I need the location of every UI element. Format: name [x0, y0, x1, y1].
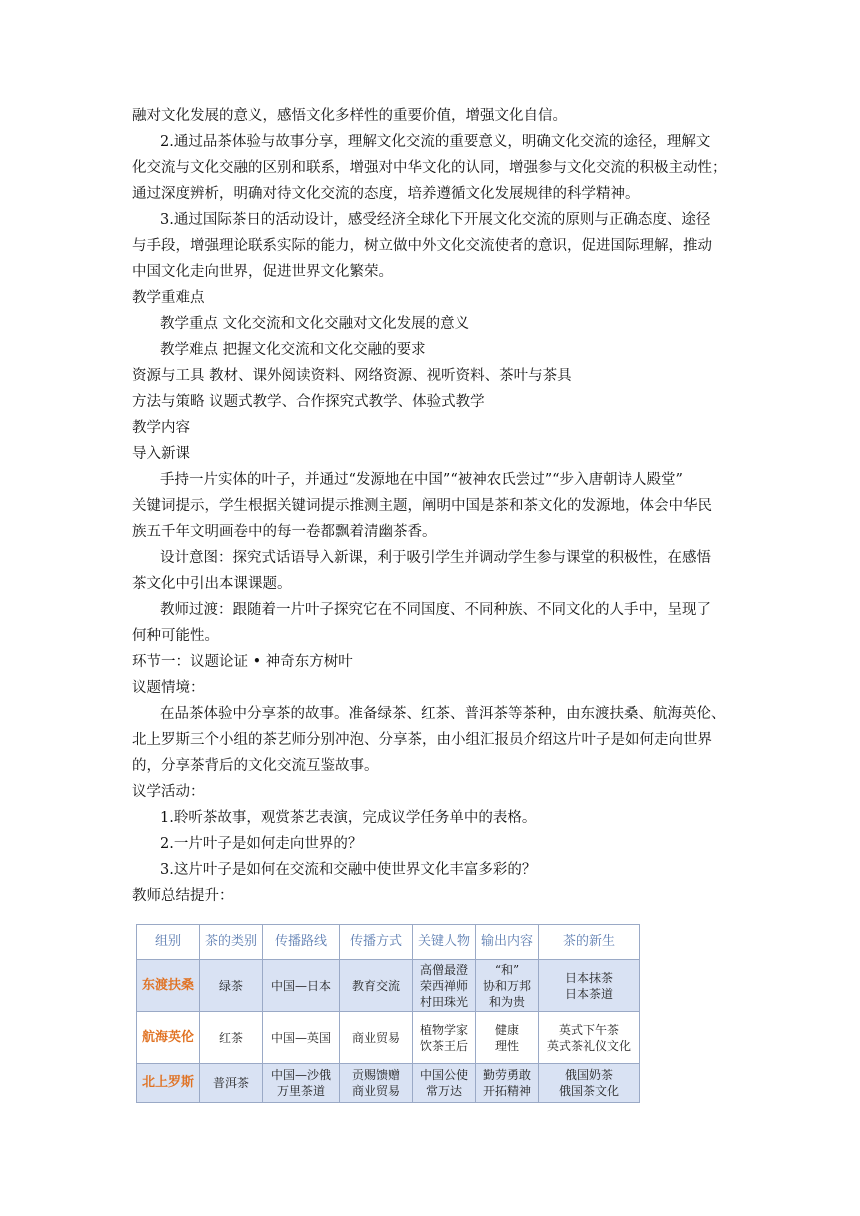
methods-and-strategies: 方法与策略 议题式教学、合作探究式教学、体验式教学 [132, 394, 485, 410]
cell-rebirth: 日本抹茶 日本茶道 [539, 960, 640, 1012]
cell-tea: 红茶 [200, 1012, 263, 1064]
header-output: 输出内容 [476, 925, 539, 960]
objective-3-line-1: 3.通过国际茶日的活动设计，感受经济全球化下开展文化交流的原则与正确态度、途径 [160, 212, 711, 228]
heading-key-points: 教学重难点 [132, 290, 205, 306]
heading-activities: 议学活动： [132, 784, 205, 800]
cell-group: 东渡扶桑 [137, 960, 200, 1012]
cell-rebirth: 英式下午茶 英式茶礼仪文化 [539, 1012, 640, 1064]
header-tea-type: 茶的类别 [200, 925, 263, 960]
heading-scenario: 议题情境： [132, 680, 205, 696]
table-row [137, 960, 640, 1012]
cell-group: 北上罗斯 [137, 1064, 200, 1103]
table-row [137, 1064, 640, 1103]
intro-line-3: 族五千年文明画卷中的每一卷都飘着清幽茶香。 [132, 524, 437, 540]
cell-method: 商业贸易 [340, 1012, 413, 1064]
cell-people: 中国公使 常万达 [413, 1064, 476, 1103]
cell-tea: 绿茶 [200, 960, 263, 1012]
intro-line-2: 关键词提示，学生根据关键词提示推测主题，阐明中国是茶和茶文化的发源地，体会中华民 [132, 498, 712, 514]
table-row [137, 1012, 640, 1064]
heading-teacher-summary: 教师总结提升： [132, 888, 234, 904]
cell-people: 植物学家 饮茶王后 [413, 1012, 476, 1064]
objective-3-line-3: 中国文化走向世界，促进世界文化繁荣。 [132, 264, 393, 280]
scenario-line-1: 在品茶体验中分享茶的故事。准备绿茶、红茶、普洱茶等茶种，由东渡扶桑、航海英伦、 [160, 706, 726, 722]
key-point: 教学重点 文化交流和文化交融对文化发展的意义 [160, 316, 470, 332]
cell-route: 中国—日本 [263, 960, 340, 1012]
header-method: 传播方式 [340, 925, 413, 960]
objective-2-line-2: 化交流与文化交融的区别和联系，增强对中华文化的认同，增强参与文化交流的积极主动性； [132, 160, 727, 176]
tea-spread-table [136, 924, 640, 1103]
cell-method: 教育交流 [340, 960, 413, 1012]
scenario-line-2: 北上罗斯三个小组的茶艺师分别冲泡、分享茶，由小组汇报员介绍这片叶子是如何走向世界 [132, 732, 712, 748]
cell-tea: 普洱茶 [200, 1064, 263, 1103]
cell-rebirth: 俄国奶茶 俄国茶文化 [539, 1064, 640, 1103]
objective-3-line-2: 与手段，增强理论联系实际的能力，树立做中外文化交流使者的意识，促进国际理解，推动 [132, 238, 712, 254]
header-route: 传播路线 [263, 925, 340, 960]
table-header-row [137, 925, 640, 960]
scenario-line-3: 的，分享茶背后的文化交流互鉴故事。 [132, 758, 379, 774]
cell-people: 高僧最澄 荣西禅师 村田珠光 [413, 960, 476, 1012]
teacher-transition-line-2: 何种可能性。 [132, 628, 219, 644]
header-rebirth: 茶的新生 [539, 925, 640, 960]
cell-route: 中国—英国 [263, 1012, 340, 1064]
design-intent-line-1: 设计意图：探究式话语导入新课，利于吸引学生并调动学生参与课堂的积极性，在感悟 [160, 550, 711, 566]
cell-output: 健康 理性 [476, 1012, 539, 1064]
cell-output: “和” 协和万邦 和为贵 [476, 960, 539, 1012]
cell-method: 贡赐馈赠 商业贸易 [340, 1064, 413, 1103]
difficult-point: 教学难点 把握文化交流和文化交融的要求 [160, 342, 426, 358]
activity-2: 2.一片叶子是如何走向世界的？ [160, 836, 363, 852]
objective-2-line-1: 2.通过品茶体验与故事分享，理解文化交流的重要意义，明确文化交流的途径，理解文 [160, 134, 711, 150]
heading-introduction: 导入新课 [132, 446, 190, 462]
cell-output: 勤劳勇敢 开拓精神 [476, 1064, 539, 1103]
objective-2-line-3: 通过深度辨析，明确对待文化交流的态度，培养遵循文化发展规律的科学精神。 [132, 186, 640, 202]
cell-route: 中国—沙俄 万里茶道 [263, 1064, 340, 1103]
design-intent-line-2: 茶文化中引出本课课题。 [132, 576, 292, 592]
intro-line-1: 手持一片实体的叶子，并通过“发源地在中国”“被神农氏尝过”“步入唐朝诗人殿堂” [160, 472, 683, 488]
header-key-people: 关键人物 [413, 925, 476, 960]
resources-and-tools: 资源与工具 教材、课外阅读资料、网络资源、视听资料、茶叶与茶具 [132, 368, 572, 384]
tea-spread-table-wrapper [136, 924, 640, 1103]
heading-teaching-content: 教学内容 [132, 420, 190, 436]
cell-group: 航海英伦 [137, 1012, 200, 1064]
activity-3: 3.这片叶子是如何在交流和交融中使世界文化丰富多彩的？ [160, 862, 537, 878]
heading-section-1: 环节一：议题论证 • 神奇东方树叶 [132, 654, 353, 670]
header-group: 组别 [137, 925, 200, 960]
objective-1-tail: 融对文化发展的意义，感悟文化多样性的重要价值，增强文化自信。 [132, 108, 567, 124]
activity-1: 1.聆听茶故事，观赏茶艺表演，完成议学任务单中的表格。 [160, 810, 537, 826]
teacher-transition-line-1: 教师过渡：跟随着一片叶子探究它在不同国度、不同种族、不同文化的人手中，呈现了 [160, 602, 711, 618]
